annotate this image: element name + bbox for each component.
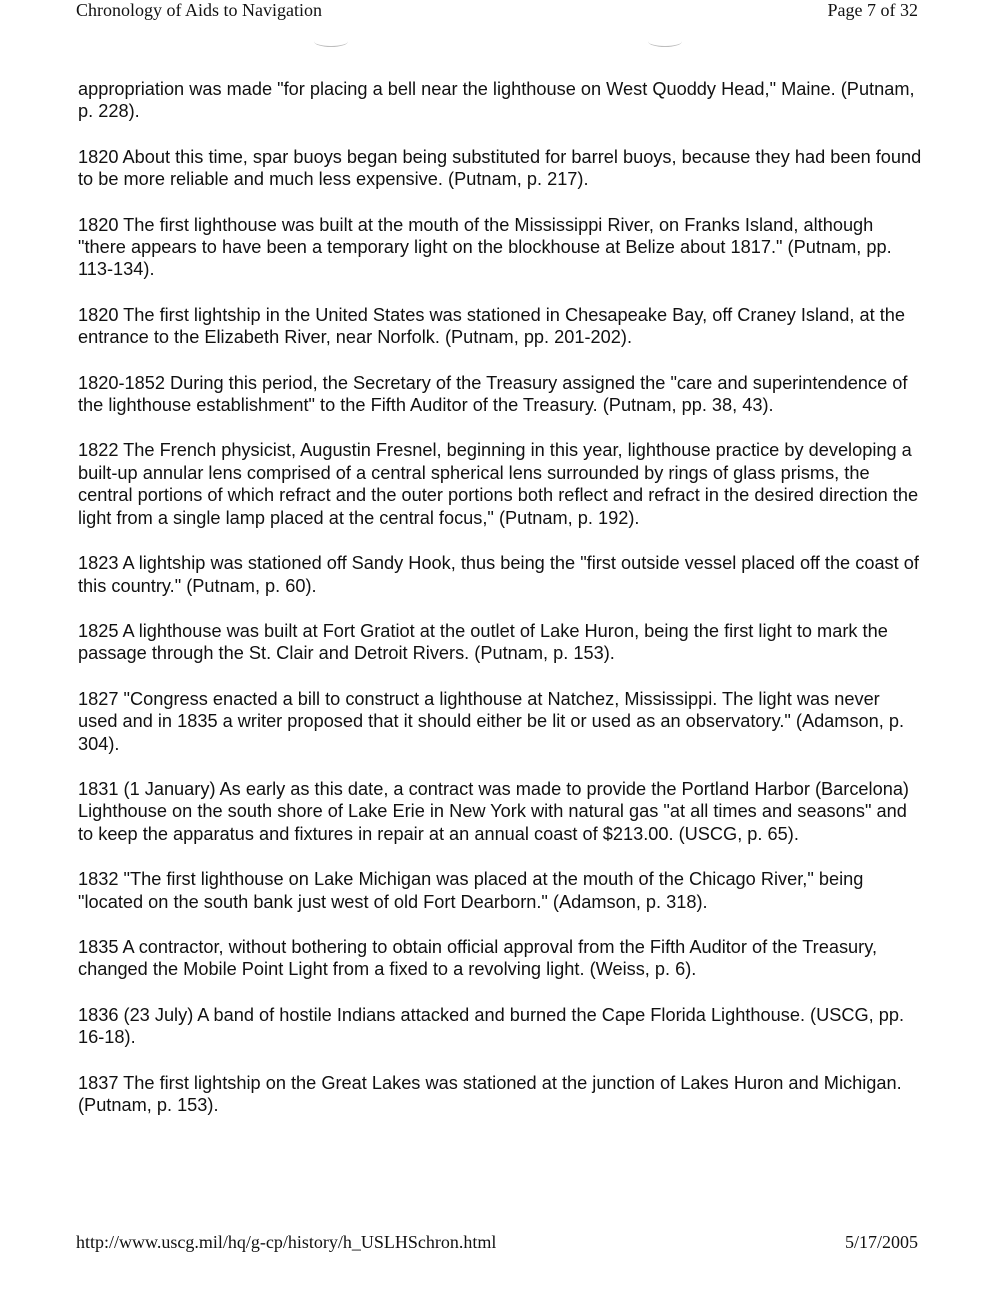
- page-header: [76, 0, 918, 24]
- chronology-entry: 1832 "The first lighthouse on Lake Michigan was placed at the mouth of the Chicago River," being "located on the south bank just west of old Fort Dearborn." (Adamson, p. 318).: [78, 869, 864, 912]
- chronology-entry: 1827 "Congress enacted a bill to construct a lighthouse at Natchez, Mississippi. The light was never used and in 1835 a writer proposed that it should either be lit or used as an observatory." (Adamson, p. 304).: [78, 688, 905, 754]
- chronology-entry: 1822 The French physicist, Augustin Fresnel, beginning in this year, lighthouse practice by developing a built-up annular lens comprised of a central spherical lens surrounded by rings of glass prisms, the central portions of which refract and the outer portions both reflect and refract in the desired direction the light from a single lamp placed at the central focus," (Putnam, p. 192).: [78, 440, 919, 528]
- chronology-entry: 1823 A lightship was stationed off Sandy Hook, thus being the "first outside vessel placed off the coast of this country." (Putnam, p. 60).: [78, 553, 919, 596]
- chronology-entry: 1835 A contractor, without bothering to obtain official approval from the Fifth Auditor of the Treasury, changed the Mobile Point Light from a fixed to a revolving light. (Weiss, p. 6).: [78, 936, 878, 980]
- chronology-entry: 1831 (1 January) As early as this date, a contract was made to provide the Portland Harbor (Barcelona) Lighthouse on the south shore of Lake Erie in New York with natural gas "at all times and seasons" and to keep the apparatus and fixtures in repair at an annual coast of $213.00. (USCG, p. 65).: [78, 778, 909, 844]
- chronology-entry: 1837 The first lightship on the Great Lakes was stationed at the junction of Lakes Huron and Michigan. (Putnam, p. 153).: [78, 1072, 902, 1115]
- chronology-body: [78, 78, 924, 1139]
- print-date: 5/17/2005: [844, 1232, 918, 1252]
- source-url: http://www.uscg.mil/hq/g-cp/history/h_USLHSchron.html: [76, 1232, 497, 1252]
- document-title: Chronology of Aids to Navigation: [76, 0, 322, 20]
- scan-mark-left: [314, 36, 348, 47]
- chronology-entry: 1820 The first lightship in the United States was stationed in Chesapeake Bay, off Craney Island, at the entrance to the Elizabeth River, near Norfolk. (Putnam, pp. 201-202).: [78, 304, 906, 348]
- chronology-entry: 1825 A lighthouse was built at Fort Gratiot at the outlet of Lake Huron, being the first light to mark the passage through the St. Clair and Detroit Rivers. (Putnam, p. 153).: [78, 620, 888, 664]
- page-number: Page 7 of 32: [827, 0, 918, 20]
- chronology-entry: 1820 About this time, spar buoys began being substituted for barrel buoys, because they had been found to be more reliable and much less expensive. (Putnam, p. 217).: [78, 146, 922, 190]
- chronology-entry: 1820 The first lighthouse was built at the mouth of the Mississippi River, on Franks Island, although "there appears to have been a temporary light on the blockhouse at Belize about 1817." (Putnam, pp. 113-134).: [78, 214, 892, 280]
- chronology-entry: 1820-1852 During this period, the Secretary of the Treasury assigned the "care and superintendence of the lighthouse establishment" to the Fifth Auditor of the Treasury. (Putnam, pp. 38, 43).: [78, 372, 908, 416]
- page-footer: [76, 1232, 918, 1256]
- scan-mark-right: [648, 36, 682, 47]
- chronology-entry: appropriation was made "for placing a bell near the lighthouse on West Quoddy Head," Maine. (Putnam, p. 228).: [78, 79, 915, 122]
- chronology-entry: 1836 (23 July) A band of hostile Indians attacked and burned the Cape Florida Lighthouse. (USCG, pp. 16-18).: [78, 1004, 905, 1048]
